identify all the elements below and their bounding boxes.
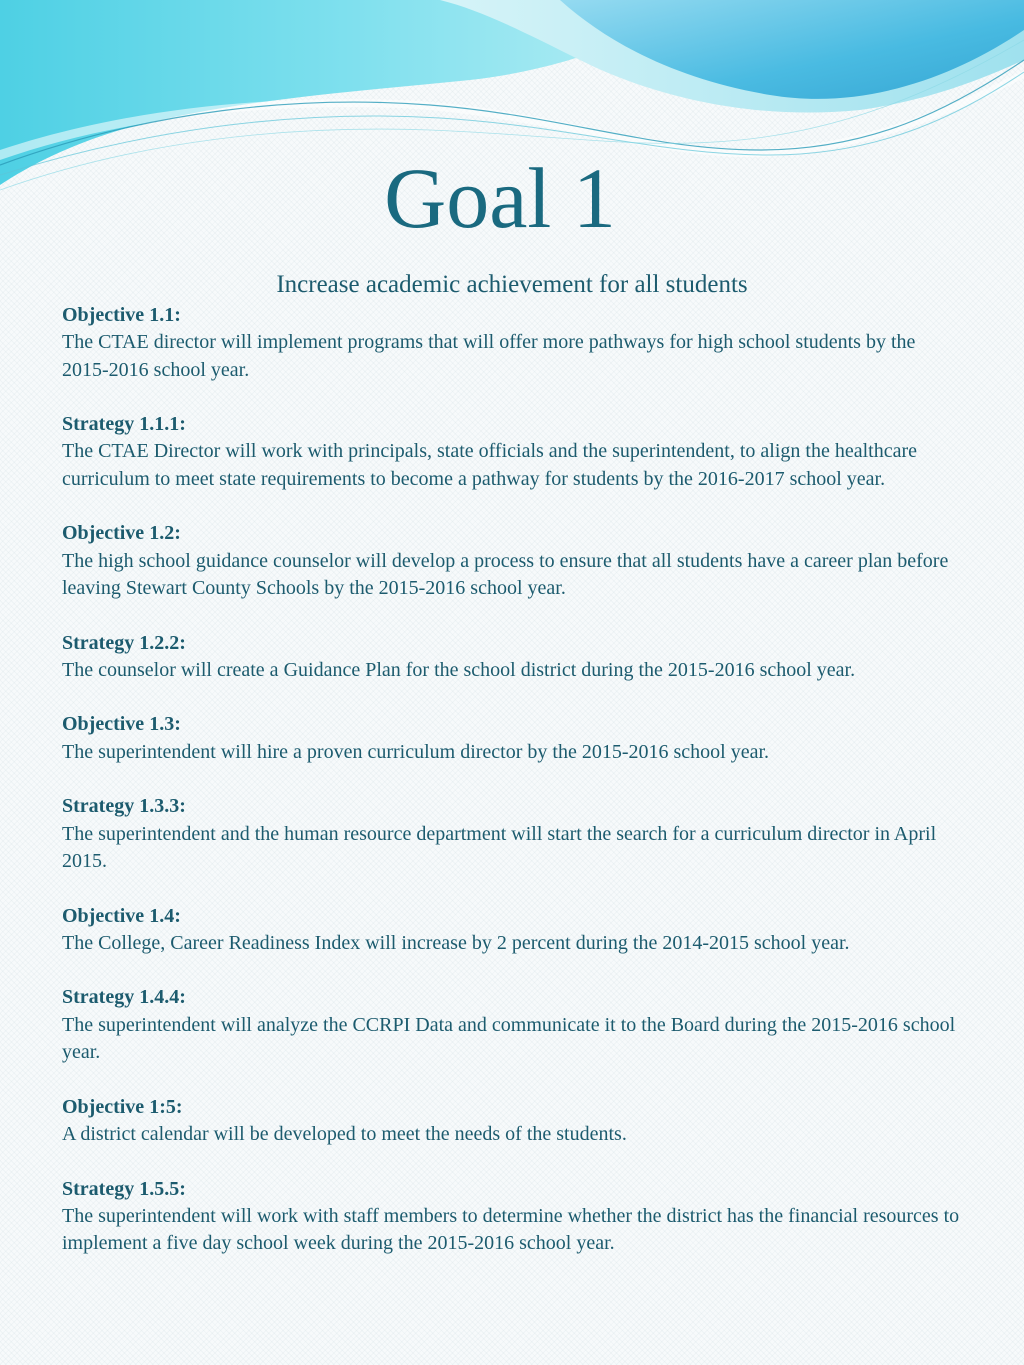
strategy-1-1-1	[62, 411, 967, 493]
strategy-1-3-3	[62, 793, 967, 875]
item-heading: Objective 1.2:	[62, 522, 181, 545]
page-title: Goal 1	[384, 150, 616, 246]
strategy-1-4-4	[62, 984, 967, 1066]
strategy-1-5-5	[62, 1176, 967, 1258]
item-text: The superintendent will work with staff members to determine whether the district has the financial resources to implement a five day school week during the 2015-2016 school year.	[62, 1204, 960, 1255]
item-heading: Strategy 1.3.3:	[62, 795, 186, 818]
objective-1-1	[62, 302, 967, 384]
item-text: The superintendent and the human resource department will start the search for a curriculum director in April 2015.	[62, 822, 937, 872]
objective-1-4	[62, 903, 967, 958]
item-text: The CTAE Director will work with principals, state officials and the superintendent, to align the healthcare curriculum to meet state requirements to become a pathway for students by the 2016-2017 school year.	[62, 440, 917, 490]
objective-1-2	[62, 520, 967, 602]
item-text: The superintendent will analyze the CCRPI Data and communicate it to the Board during the 2015-2016 school year.	[62, 1013, 956, 1064]
item-text: A district calendar will be developed to meet the needs of the students.	[62, 1122, 627, 1145]
item-heading: Objective 1.1:	[62, 304, 181, 326]
item-heading: Objective 1:5:	[62, 1095, 183, 1118]
item-text: The counselor will create a Guidance Plan for the school district during the 2015-2016 school year.	[62, 658, 856, 681]
item-heading: Strategy 1.1.1:	[62, 413, 186, 436]
item-text: The superintendent will hire a proven curriculum director by the 2015-2016 school year.	[62, 740, 770, 763]
item-heading: Objective 1.3:	[62, 713, 181, 736]
item-heading: Strategy 1.4.4:	[62, 986, 186, 1009]
item-text: The College, Career Readiness Index will increase by 2 percent during the 2014-2015 school year.	[62, 931, 850, 954]
item-text: The CTAE director will implement programs that will offer more pathways for high school students by the 2015-2016 school year.	[62, 331, 916, 381]
item-heading: Strategy 1.5.5:	[62, 1177, 186, 1200]
objective-1-5	[62, 1094, 967, 1149]
strategy-1-2-2	[62, 630, 967, 685]
objective-1-3	[62, 711, 967, 766]
item-heading: Objective 1.4:	[62, 904, 181, 927]
page-subtitle: Increase academic achievement for all students	[276, 271, 748, 298]
goal-content	[62, 302, 967, 1285]
item-text: The high school guidance counselor will develop a process to ensure that all students have a career plan before leaving Stewart County Schools by the 2015-2016 school year.	[62, 549, 949, 599]
item-heading: Strategy 1.2.2:	[62, 631, 186, 654]
